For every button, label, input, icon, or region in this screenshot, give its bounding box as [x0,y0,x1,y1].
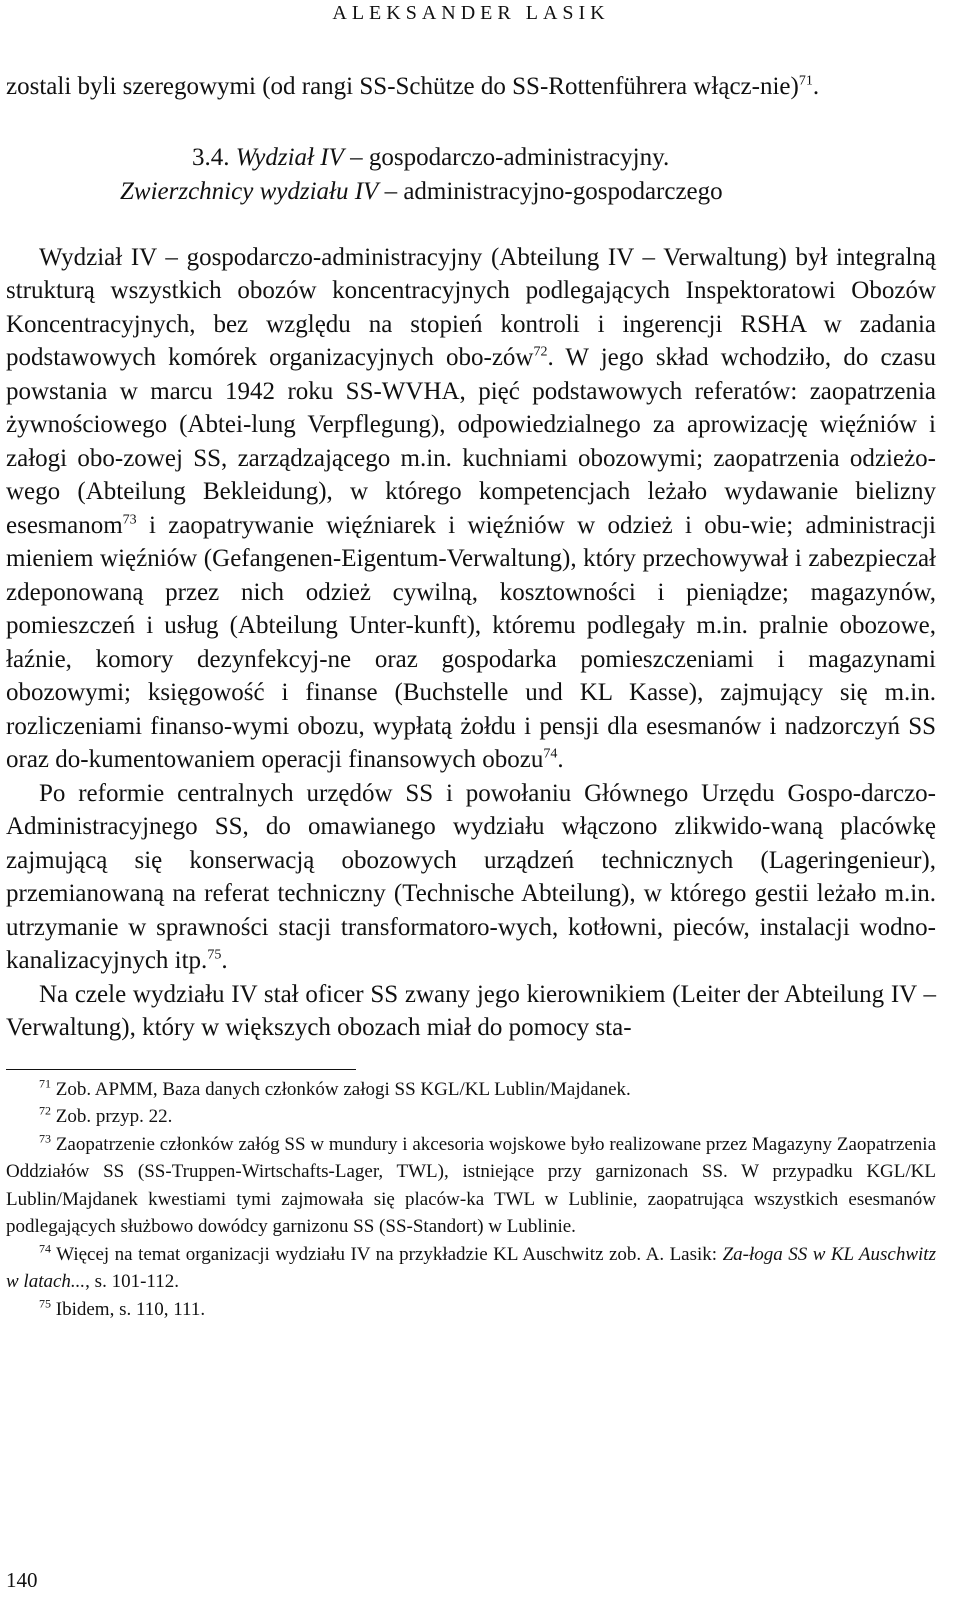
section-title-rest-2: – administracyjno-gospodarczego [384,177,723,205]
footnote-text: Ibidem, s. 110, 111. [55,1298,206,1320]
intro-end: . [812,73,820,100]
footnote-text: Więcej na temat organizacji wydziału IV na przykładzie KL Auschwitz zob. A. Lasik: [56,1243,723,1265]
document-page [6,0,936,1323]
footnote-71 [6,1076,936,1104]
paragraph-1-text-d: . [557,746,564,773]
footnote-number: 72 [39,1103,51,1118]
footnote-ref-71[interactable]: 71 [798,73,813,89]
section-number: 3.4. [192,143,230,171]
paragraph-2-text-a: Po reformie centralnych urzędów SS i powołaniu Głównego Urzędu Gospo-darczo-Administracyjnego SS, do omawianego wydziału włączono zlikwido-waną placówkę zajmującą się konserwacją obozowych urządzeń technicznych (Lageringenieur), przemianowaną na referat techniczny (Technische Abteilung), w którego gestii leżało m.in. utrzymanie w sprawności stacji transformatoro-wych, kotłowni, pieców, instalacji wodno-kanalizacyjnych itp. [6,779,936,974]
section-heading-line-2 [120,175,936,209]
footnote-72 [6,1103,936,1131]
intro-paragraph [6,70,936,104]
footnote-ref-75[interactable]: 75 [207,947,222,963]
footnote-ref-73[interactable]: 73 [122,512,137,528]
paragraph-3: Na czele wydziału IV stał oficer SS zwany jego kierownikiem (Leiter der Abteilung IV – Verwaltung), który w większych obozach miał do pomocy sta- [6,980,936,1041]
footnote-number: 74 [39,1241,51,1256]
footnote-text: Zob. przyp. 22. [55,1106,173,1127]
footnote-divider [6,1069,356,1070]
paragraph-1-text-c: i zaopatrywanie więźniarek i więźniów w odzież i obu-wie; administracji mieniem więźniów (Gefangenen-Eigentum-Verwaltung), który przechowywał i zabezpieczał zdeponowaną przez nich odzież cywilną, kosztowności i pieniądze; magazynów, pomieszczeń i usług (Abteilung Unter-kunft), któremu podlegały m.in. pralnie obozowe, łaźnie, komory dezynfekcyj-ne oraz gospodarka pomieszczeniami i magazynami obozowymi; księgowość i finanse (Buchstelle und KL Kasse), zajmujący się m.in. rozliczeniami finanso-wymi obozu, wypłatą żołdu i pensji dla esesmanów i nadzorczyń SS oraz do-kumentowaniem operacji finansowych obozu [6,511,936,773]
section-title-italic-2: Zwierzchnicy wydziału IV [120,177,379,205]
section-heading [6,141,936,175]
footnote-text: Zob. APMM, Baza danych członków załogi SS KGL/KL Lublin/Majdanek. [55,1078,631,1100]
paragraph-1 [6,241,936,777]
paragraph-2-text-b: . [221,947,228,974]
intro-text: zostali byli szeregowymi (od rangi SS-Schütze do SS-Rottenführera włącz-nie) [6,73,799,100]
footnote-number: 71 [39,1076,51,1091]
footnote-74 [6,1241,936,1296]
footnote-75 [6,1296,936,1324]
running-head: ALEKSANDER LASIK [332,2,610,24]
section-title-italic-1: Wydział IV [235,143,344,171]
paragraph-1-text-b: . W jego skład wchodziło, do czasu powstania w marcu 1942 roku SS-WVHA, pięć podstawowych referatów: zaopatrzenia żywnościowego (Abtei-lung Verpflegung), odpowiedzialnego za aprowizację więźniów i załogi obo-zowej SS, zarządzającego m.in. kuchniami obozowymi; zaopatrzenia odzieżo-wego (Abteilung Bekleidung), w którego kompetencjach leżało wydawanie bielizny esesmanom [6,344,936,539]
page-number: 140 [6,1568,38,1592]
footnote-number: 73 [39,1131,51,1146]
paragraph-1-text-a: Wydział IV – gospodarczo-administracyjny (Abteilung IV – Verwaltung) był integralną strukturą wszystkich obozów koncentracyjnych podlegających Inspektoratowi Obozów Koncentracyjnych, bez względu na stopień kontroli i ingerencji RSHA w zadania podstawowych komórek organizacyjnych obo-zów [6,243,936,371]
section-heading-line-1 [192,141,936,175]
paragraph-2 [6,777,936,978]
footnote-ref-72[interactable]: 72 [533,344,548,360]
section-title-rest-1: – gospodarczo-administracyjny. [350,143,670,171]
footnote-citation-title: Za-łoga SS w KL Auschwitz w latach... [6,1243,936,1292]
footnote-text: Zaopatrzenie członków załóg SS w mundury i akcesoria wojskowe było realizowane przez Magazyny Zaopatrzenia Oddziałów SS (SS-Truppen-Wirtschafts-Lager, TWL), istniejące przy garnizonach SS. W przypadku KGL/KL Lublin/Majdanek kwestiami tymi zajmowała się placów-ka TWL w Lublinie, zaopatrująca wszystkich esesmanów podlegających służbowo dowódcy garnizonu SS (SS-Standort) w Lublinie. [6,1133,937,1237]
footnote-number: 75 [39,1296,51,1311]
footnote-ref-74[interactable]: 74 [543,746,558,762]
footnote-text: , s. 101-112. [85,1271,179,1292]
footnote-73 [6,1131,936,1241]
